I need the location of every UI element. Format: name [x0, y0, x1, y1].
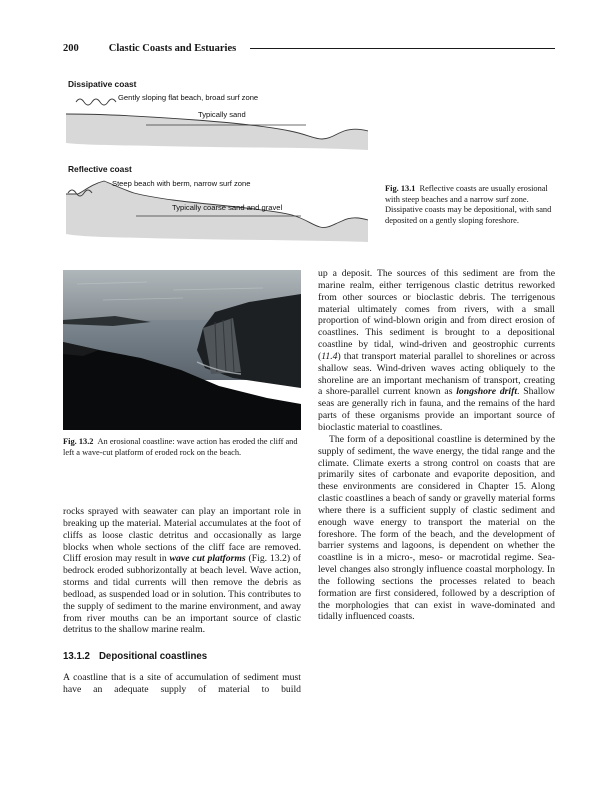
page-number: 200	[63, 42, 79, 54]
right-paragraph-1	[318, 268, 555, 434]
figure-13-2-photo	[63, 270, 301, 430]
right-paragraph-1-text: . Shallow seas are generally rich in fauna, and the remains of the hard parts of these organisms provide an important source of bioclastic material to coastlines.	[318, 386, 555, 433]
fig-13-1-caption-label: Fig. 13.1	[385, 184, 416, 193]
cross-reference-11-4: 11.4	[321, 350, 338, 362]
term-longshore-drift: longshore drift	[456, 386, 518, 398]
left-column	[63, 506, 301, 696]
fig-13-2-caption	[63, 437, 301, 458]
right-paragraph-1-text: ) that transport material parallel to shorelines or across shallow seas. Wind-driven waves acting obliquely to the shoreline are an important mechanism of transport, creating a shore-parallel current known as	[318, 350, 555, 398]
reflective-coast-title: Reflective coast	[68, 164, 132, 174]
section-heading	[63, 651, 301, 663]
fig-13-2-caption-label: Fig. 13.2	[63, 437, 94, 446]
dissipative-surface-label: Gently sloping flat beach, broad surf zone	[118, 93, 259, 102]
running-head	[63, 41, 555, 55]
reflective-surface-label: Steep beach with berm, narrow surf zone	[112, 179, 251, 188]
dissipative-coast-title: Dissipative coast	[68, 79, 137, 89]
left-paragraph-1-text: (Fig. 13.2) of bedrock eroded subhorizontally at beach level. Wave action, storms and tidal currents will then remove the debris as bedload, as suspended load or in solution. This contributes to the supply of sediment to the marine environment, and away from river mouths can be an important source of clastic detritus to the shallow marine realm.	[63, 553, 301, 636]
left-paragraph-1	[63, 506, 301, 636]
chapter-title: Clastic Coasts and Estuaries	[108, 42, 237, 54]
beach-body-shape	[66, 114, 368, 150]
wave-squiggle	[76, 99, 116, 105]
left-paragraph-1-text: rocks sprayed with seawater can play an important role in breaking up the material. Material accumulates at the foot of cliffs as loose clastic detritus and occasionally as large blocks when whole sections of the cliff face are removed. Cliff erosion may result in	[63, 506, 301, 565]
right-paragraph-2: The form of a depositional coastline is determined by the supply of sediment, the wave energy, the tidal range and the climate. Climate exerts a strong control on coasts that are primarily sites of carbonate and evaporite deposition, and these environments are considered in Chapter 15. Along clastic coastlines a beach of sandy or gravelly material forms where there is a sufficient supply of clastic sediment and enough wave energy to transport the material on the foreshore. The form of the beach, and the development of barrier systems and lagoons, is dependent on whether the coastline is in a micro-, meso- or macrotidal regime. Sea-level changes also strongly influence coastal morphology. In the following sections the processes related to beach formation are first considered, followed by a description of the morphologies that can exist in wave-dominated and tidally influenced coasts.	[318, 433, 555, 623]
header-rule	[250, 48, 555, 49]
right-column	[318, 268, 555, 623]
reflective-material-label: Typically coarse sand and gravel	[172, 203, 283, 212]
coastline-photo	[63, 270, 301, 430]
dissipative-material-label: Typically sand	[198, 110, 246, 119]
section-title: Depositional coastlines	[98, 651, 208, 663]
left-paragraph-2: A coastline that is a site of accumulation of sediment must have an adequate supply of material to build	[63, 672, 301, 695]
fig-13-2-caption-text: An erosional coastline: wave action has eroded the cliff and left a wave-cut platform of eroded rock on the beach.	[63, 437, 298, 457]
right-paragraph-1-text: up a deposit. The sources of this sediment are from the marine realm, either terrigenous clastic detritus reworked from other sources or bioclastic debris. The terrigenous material ultimately comes from rivers, with a small proportion of wind-blown origin and from direct erosion of coastlines. This sediment is brought to a depositional coastline by tidal, wind-driven and geostrophic currents (	[318, 268, 555, 362]
section-number: 13.1.2	[63, 651, 90, 663]
fig-13-1-caption-text: Reflective coasts are usually erosional with steep beaches and a narrow surf zone. Dissipative coasts may be depositional, with sand deposited on a gently sloping foreshore.	[385, 184, 552, 226]
term-wave-cut-platforms: wave cut platforms	[169, 553, 246, 565]
fig-13-1-caption	[385, 184, 557, 227]
